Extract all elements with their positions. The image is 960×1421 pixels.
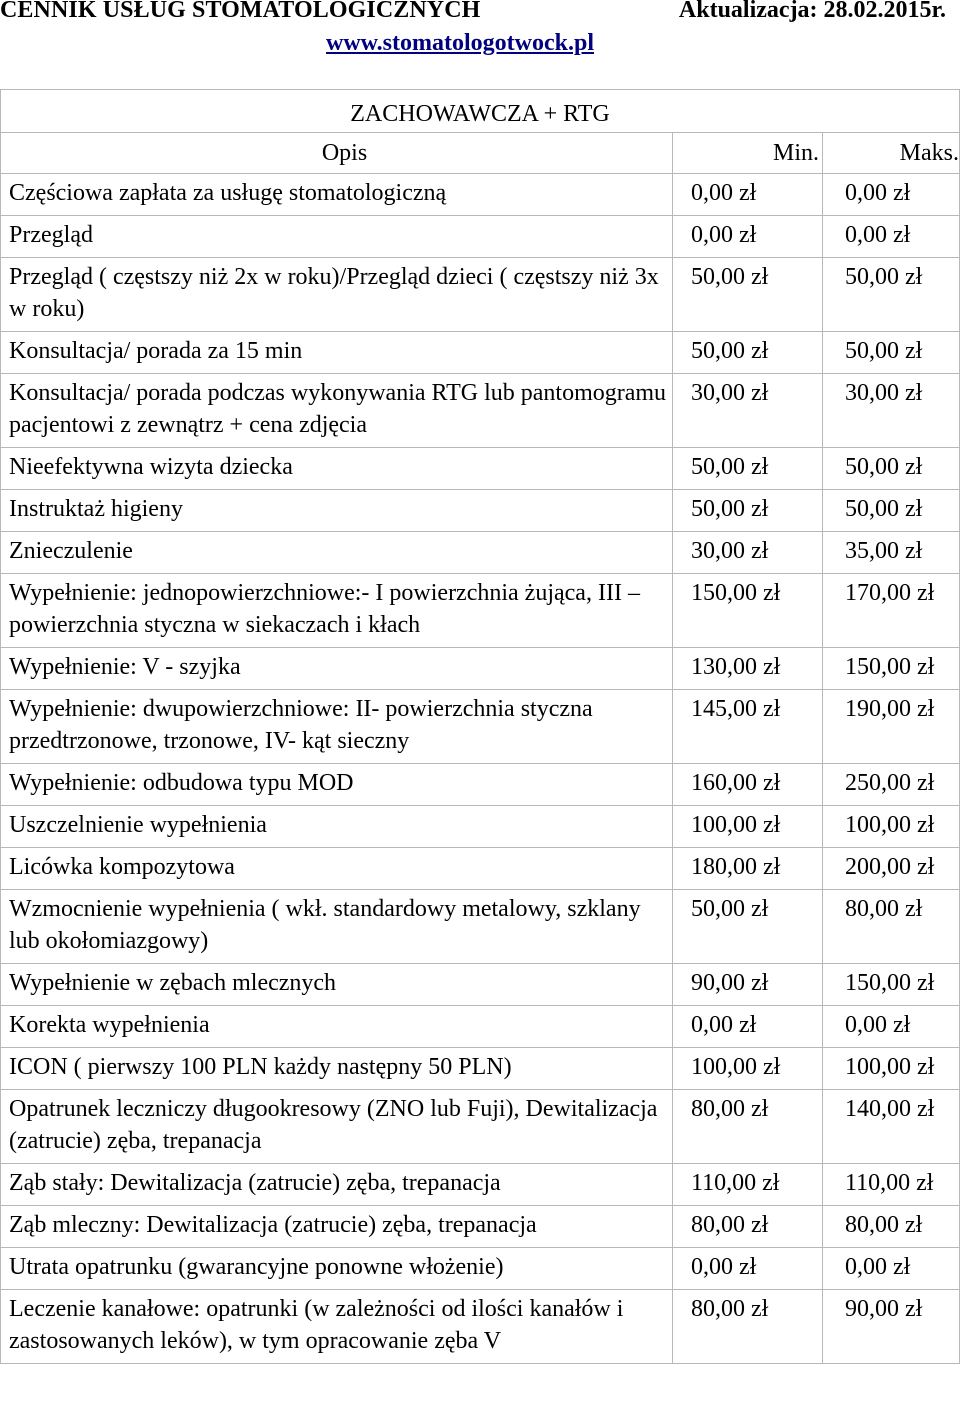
row-description: Korekta wypełnienia: [1, 1006, 673, 1048]
row-min-price: 100,00 zł: [673, 806, 823, 848]
row-min-price: 110,00 zł: [673, 1164, 823, 1206]
row-description: Nieefektywna wizyta dziecka: [1, 448, 673, 490]
row-min-price: 145,00 zł: [673, 690, 823, 764]
row-description: Leczenie kanałowe: opatrunki (w zależności od ilości kanałów i zastosowanych leków), w tym opracowanie zęba V: [1, 1290, 673, 1364]
row-max-price: 30,00 zł: [823, 374, 960, 448]
row-description: Ząb stały: Dewitalizacja (zatrucie) zęba, trepanacja: [1, 1164, 673, 1206]
table-row: [1, 574, 960, 648]
row-min-price: 50,00 zł: [673, 890, 823, 964]
table-row: [1, 690, 960, 764]
document-header: [0, 0, 960, 90]
row-max-price: 80,00 zł: [823, 1206, 960, 1248]
row-max-price: 50,00 zł: [823, 258, 960, 332]
table-row: [1, 174, 960, 216]
row-min-price: 130,00 zł: [673, 648, 823, 690]
table-row: [1, 1164, 960, 1206]
section-row: [1, 90, 960, 133]
column-header-max: Maks.: [823, 133, 960, 174]
table-row: [1, 806, 960, 848]
column-header-min: Min.: [673, 133, 823, 174]
table-row: [1, 532, 960, 574]
row-min-price: 160,00 zł: [673, 764, 823, 806]
row-description: Instruktaż higieny: [1, 490, 673, 532]
table-row: [1, 1048, 960, 1090]
table-row: [1, 1290, 960, 1364]
table-row: [1, 1248, 960, 1290]
table-row: [1, 374, 960, 448]
row-min-price: 30,00 zł: [673, 532, 823, 574]
row-description: Konsultacja/ porada za 15 min: [1, 332, 673, 374]
row-max-price: 50,00 zł: [823, 448, 960, 490]
row-description: Opatrunek leczniczy długookresowy (ZNO lub Fuji), Dewitalizacja (zatrucie) zęba, trepanacja: [1, 1090, 673, 1164]
table-row: [1, 258, 960, 332]
row-min-price: 0,00 zł: [673, 1006, 823, 1048]
row-description: Wypełnienie: dwupowierzchniowe: II- powierzchnia styczna przedtrzonowe, trzonowe, IV- kąt sieczny: [1, 690, 673, 764]
table-row: [1, 1006, 960, 1048]
row-min-price: 100,00 zł: [673, 1048, 823, 1090]
row-max-price: 35,00 zł: [823, 532, 960, 574]
column-header-row: [1, 133, 960, 174]
row-description: Konsultacja/ porada podczas wykonywania RTG lub pantomogramu pacjentowi z zewnątrz + cena zdjęcia: [1, 374, 673, 448]
row-description: Wypełnienie: jednopowierzchniowe:- I powierzchnia żująca, III – powierzchnia styczna w siekaczach i kłach: [1, 574, 673, 648]
website-link[interactable]: www.stomatologotwock.pl: [326, 30, 594, 56]
row-min-price: 30,00 zł: [673, 374, 823, 448]
row-description: Utrata opatrunku (gwarancyjne ponowne włożenie): [1, 1248, 673, 1290]
table-row: [1, 764, 960, 806]
row-min-price: 150,00 zł: [673, 574, 823, 648]
row-min-price: 50,00 zł: [673, 332, 823, 374]
row-min-price: 0,00 zł: [673, 174, 823, 216]
row-min-price: 0,00 zł: [673, 216, 823, 258]
table-row: [1, 964, 960, 1006]
row-max-price: 250,00 zł: [823, 764, 960, 806]
row-max-price: 50,00 zł: [823, 490, 960, 532]
row-min-price: 50,00 zł: [673, 490, 823, 532]
column-header-desc: [1, 133, 673, 174]
row-description: Wypełnienie w zębach mlecznych: [1, 964, 673, 1006]
table-row: [1, 216, 960, 258]
row-description: Wypełnienie: V - szyjka: [1, 648, 673, 690]
table-row: [1, 490, 960, 532]
row-description: Częściowa zapłata za usługę stomatologiczną: [1, 174, 673, 216]
row-min-price: 90,00 zł: [673, 964, 823, 1006]
row-max-price: 200,00 zł: [823, 848, 960, 890]
row-description: Znieczulenie: [1, 532, 673, 574]
row-description: Przegląd ( częstszy niż 2x w roku)/Przegląd dzieci ( częstszy niż 3x w roku): [1, 258, 673, 332]
row-min-price: 80,00 zł: [673, 1290, 823, 1364]
table-row: [1, 648, 960, 690]
row-min-price: 50,00 zł: [673, 448, 823, 490]
row-min-price: 80,00 zł: [673, 1206, 823, 1248]
row-max-price: 0,00 zł: [823, 174, 960, 216]
row-max-price: 80,00 zł: [823, 890, 960, 964]
row-max-price: 100,00 zł: [823, 1048, 960, 1090]
price-table: [0, 89, 960, 1364]
section-title-cell: [1, 90, 960, 133]
table-row: [1, 1090, 960, 1164]
document-title: CENNIK USŁUG STOMATOLOGICZNYCH: [0, 0, 481, 23]
row-min-price: 180,00 zł: [673, 848, 823, 890]
table-row: [1, 848, 960, 890]
row-description: Ząb mleczny: Dewitalizacja (zatrucie) zęba, trepanacja: [1, 1206, 673, 1248]
row-min-price: 0,00 zł: [673, 1248, 823, 1290]
row-description: Wzmocnienie wypełnienia ( wkł. standardowy metalowy, szklany lub okołomiazgowy): [1, 890, 673, 964]
row-max-price: 90,00 zł: [823, 1290, 960, 1364]
table-row: [1, 1206, 960, 1248]
row-max-price: 0,00 zł: [823, 1248, 960, 1290]
row-description: Uszczelnienie wypełnienia: [1, 806, 673, 848]
row-description: Przegląd: [1, 216, 673, 258]
row-max-price: 110,00 zł: [823, 1164, 960, 1206]
row-max-price: 100,00 zł: [823, 806, 960, 848]
row-max-price: 140,00 zł: [823, 1090, 960, 1164]
row-max-price: 190,00 zł: [823, 690, 960, 764]
table-row: [1, 448, 960, 490]
row-description: Wypełnienie: odbudowa typu MOD: [1, 764, 673, 806]
row-max-price: 0,00 zł: [823, 216, 960, 258]
column-header-desc-label: Opis: [321, 140, 368, 166]
row-max-price: 150,00 zł: [823, 648, 960, 690]
row-description: Licówka kompozytowa: [1, 848, 673, 890]
table-row: [1, 332, 960, 374]
table-row: [1, 890, 960, 964]
row-min-price: 80,00 zł: [673, 1090, 823, 1164]
section-title: ZACHOWAWCZA + RTG: [350, 101, 610, 127]
row-max-price: 170,00 zł: [823, 574, 960, 648]
row-max-price: 50,00 zł: [823, 332, 960, 374]
row-max-price: 0,00 zł: [823, 1006, 960, 1048]
update-date: Aktualizacja: 28.02.2015r.: [678, 0, 946, 23]
row-max-price: 150,00 zł: [823, 964, 960, 1006]
row-description: ICON ( pierwszy 100 PLN każdy następny 50 PLN): [1, 1048, 673, 1090]
row-min-price: 50,00 zł: [673, 258, 823, 332]
